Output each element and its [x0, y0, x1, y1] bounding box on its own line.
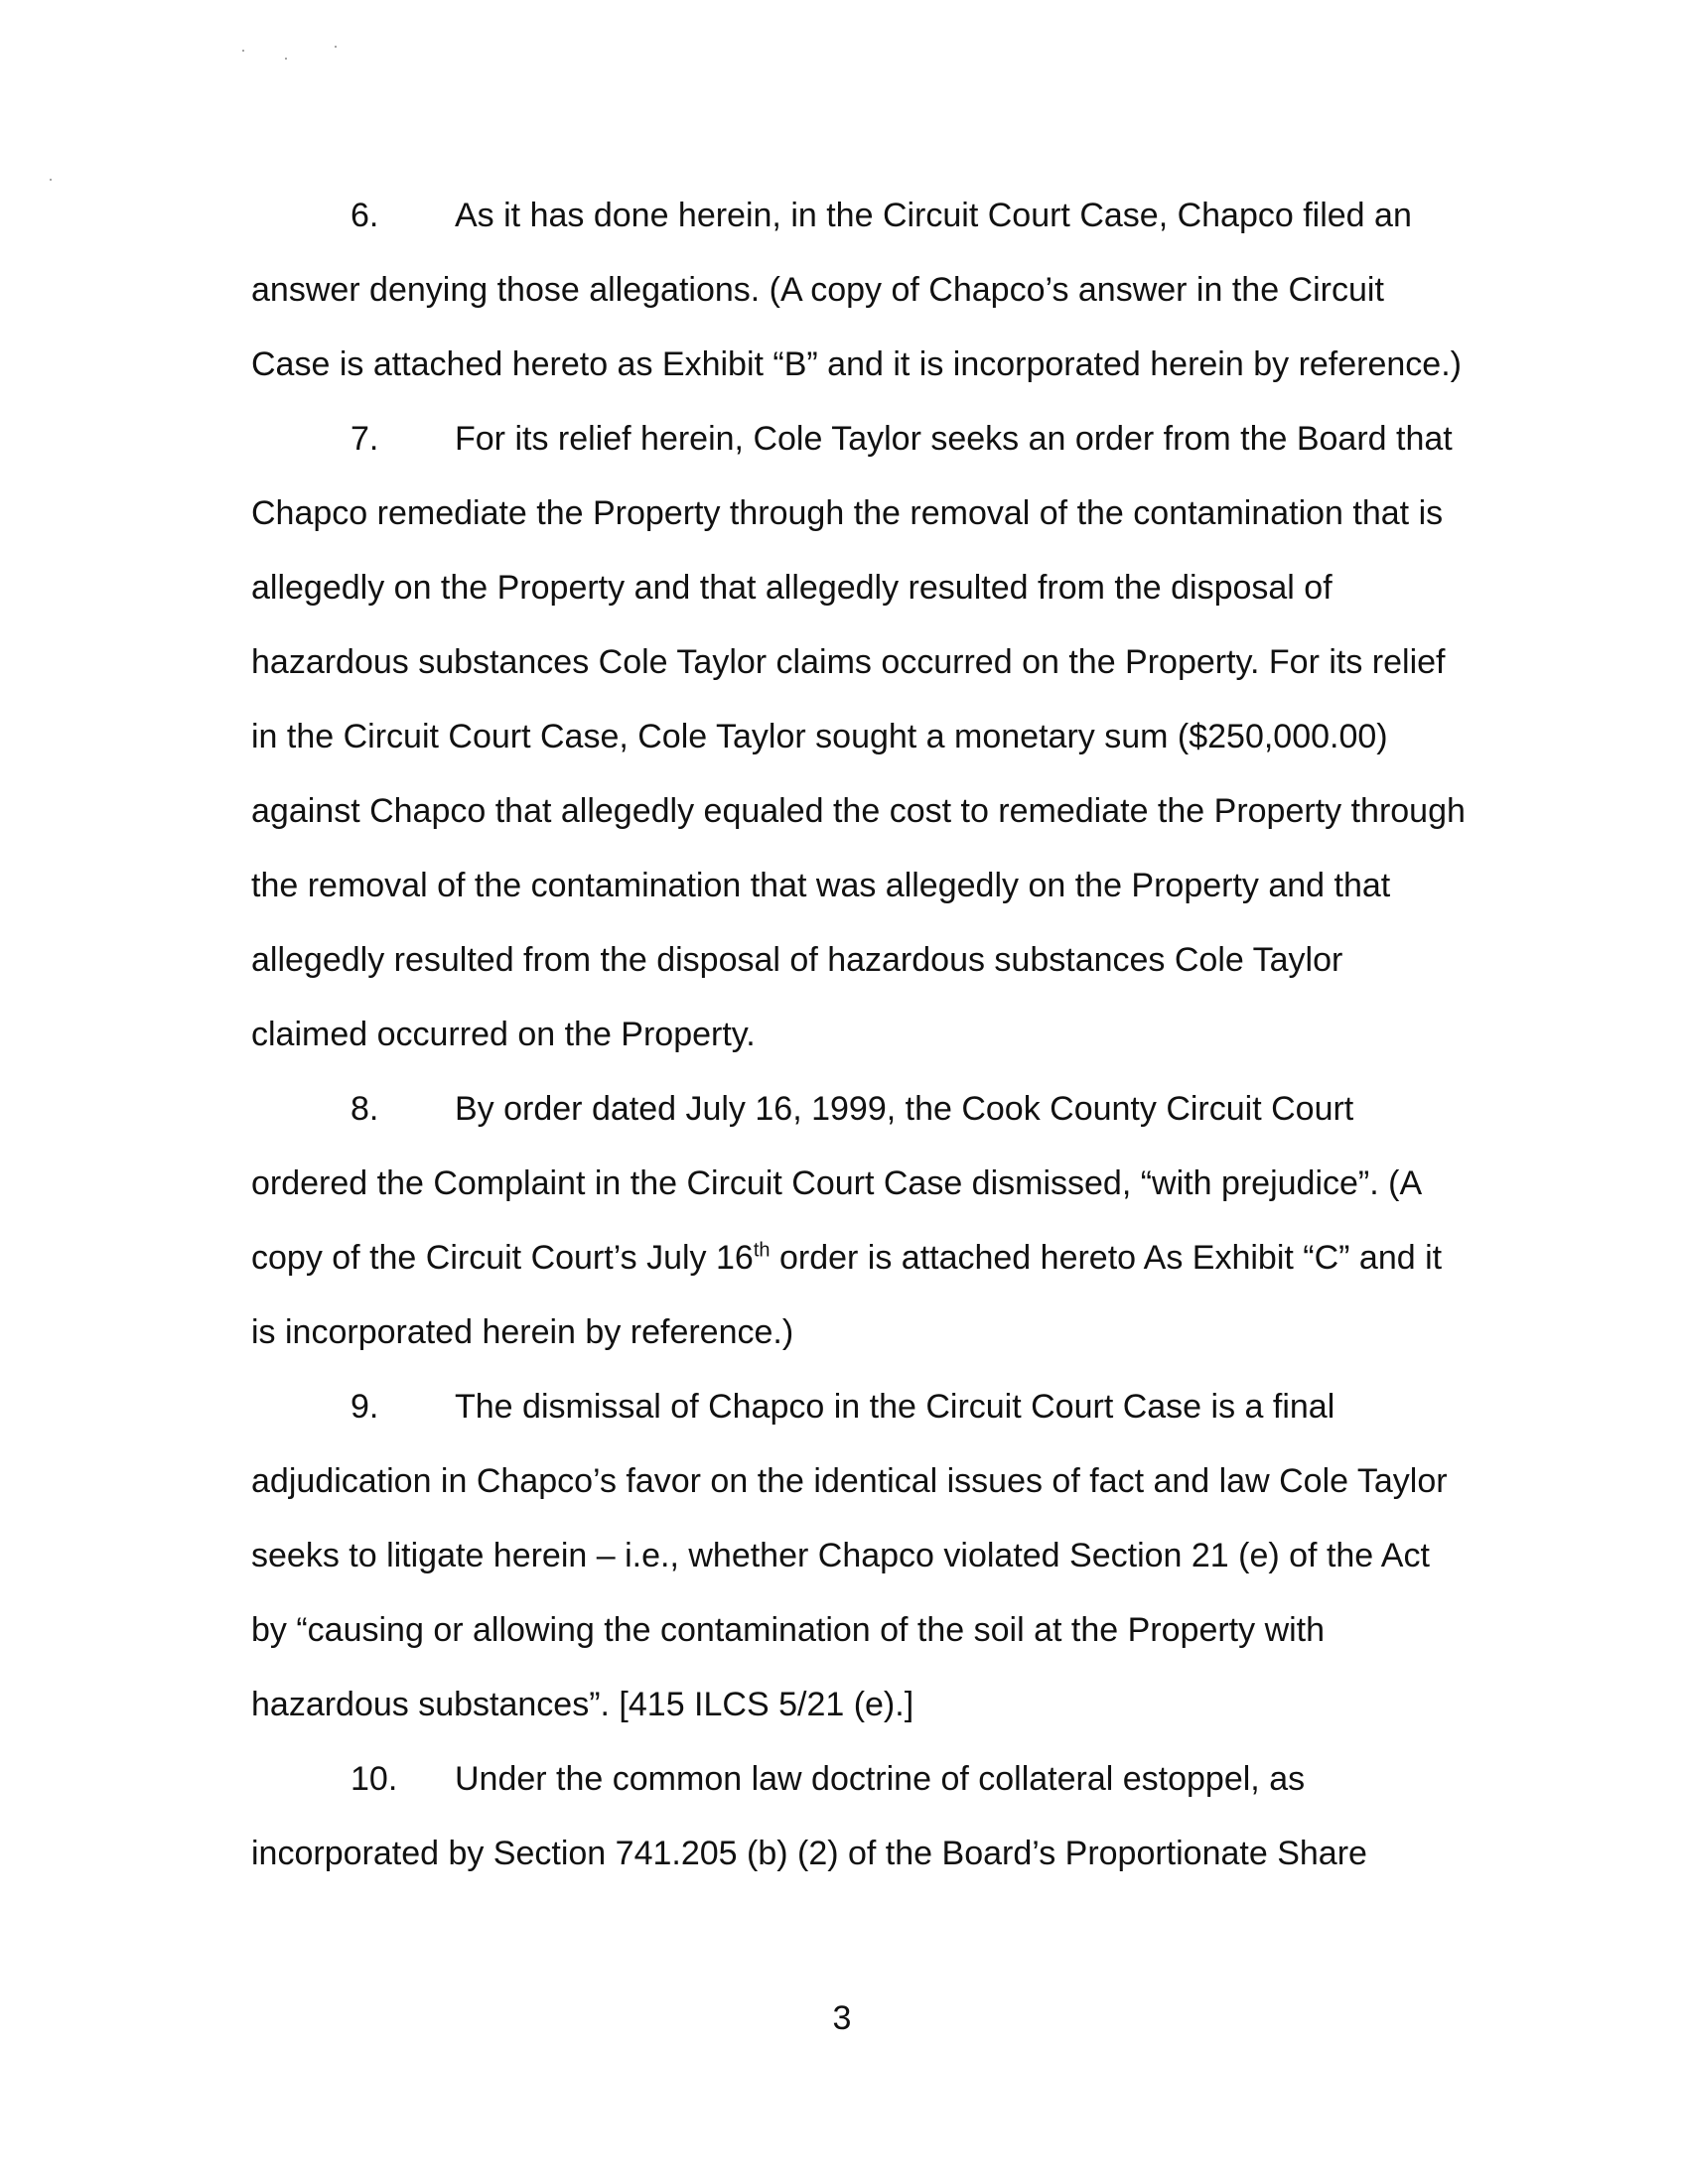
paragraph-line: by “causing or allowing the contamination of the soil at the Property with — [251, 1611, 1326, 1649]
paragraph-number: 7. — [351, 420, 379, 458]
paragraph-line: seeks to litigate herein – i.e., whether Chapco violated Section 21 (e) of the Act — [251, 1537, 1430, 1574]
paragraph-line: adjudication in Chapco’s favor on the identical issues of fact and law Cole Taylor — [251, 1462, 1448, 1500]
paragraph-text: order is attached hereto As Exhibit “C” and it — [770, 1239, 1443, 1277]
paragraph-10 — [251, 1742, 1443, 1891]
paragraph-line: is incorporated herein by reference.) — [251, 1313, 794, 1351]
paragraph-line: allegedly on the Property and that allegedly resulted from the disposal of — [251, 569, 1333, 607]
paragraph-number: 6. — [351, 197, 379, 234]
scan-speck — [242, 50, 244, 52]
paragraph-line: the removal of the contamination that was allegedly on the Property and that — [251, 867, 1391, 904]
paragraph-line — [251, 1370, 1443, 1444]
scan-speck — [285, 58, 287, 60]
paragraph-line: in the Circuit Court Case, Cole Taylor sought a monetary sum ($250,000.00) — [251, 718, 1388, 755]
paragraph-8 — [251, 1072, 1443, 1370]
paragraph-line: claimed occurred on the Property. — [251, 1016, 756, 1053]
paragraph-line: incorporated by Section 741.205 (b) (2) of the Board’s Proportionate Share — [251, 1835, 1367, 1872]
scan-speck — [335, 46, 337, 48]
paragraph-line: Chapco remediate the Property through the removal of the contamination that is — [251, 494, 1444, 532]
paragraph-number: 8. — [351, 1090, 379, 1128]
paragraph-line: answer denying those allegations. (A copy of Chapco’s answer in the Circuit — [251, 271, 1384, 309]
paragraph-line — [251, 402, 1453, 477]
paragraph-line: allegedly resulted from the disposal of hazardous substances Cole Taylor — [251, 941, 1343, 979]
paragraph-text: As it has done herein, in the Circuit Court Case, Chapco filed an — [455, 197, 1412, 234]
page-number: 3 — [832, 1999, 852, 2037]
paragraph-line — [251, 1221, 1443, 1296]
paragraph-line — [251, 1072, 1443, 1147]
ordinal-suffix: th — [753, 1239, 771, 1262]
scan-speck — [50, 179, 52, 181]
paragraph-line — [251, 179, 1443, 253]
paragraph-text: By order dated July 16, 1999, the Cook County Circuit Court — [455, 1090, 1354, 1128]
paragraph-text: For its relief herein, Cole Taylor seeks an order from the Board that — [455, 420, 1453, 458]
paragraph-number: 9. — [351, 1388, 379, 1426]
paragraph-9 — [251, 1370, 1448, 1742]
paragraph-text: copy of the Circuit Court’s July 16 — [251, 1239, 754, 1277]
paragraph-6 — [251, 179, 1462, 402]
paragraph-line: against Chapco that allegedly equaled the cost to remediate the Property through — [251, 792, 1466, 830]
paragraph-line: Case is attached hereto as Exhibit “B” and it is incorporated herein by reference.) — [251, 345, 1462, 383]
paragraph-7 — [251, 402, 1466, 1072]
paragraph-line: hazardous substances”. [415 ILCS 5/21 (e).] — [251, 1686, 914, 1723]
paragraph-line — [251, 1742, 1443, 1817]
paragraph-text: Under the common law doctrine of collateral estoppel, as — [455, 1760, 1306, 1798]
paragraph-text: The dismissal of Chapco in the Circuit Court Case is a final — [455, 1388, 1335, 1426]
paragraph-line: hazardous substances Cole Taylor claims occurred on the Property. For its relief — [251, 643, 1446, 681]
paragraph-line: ordered the Complaint in the Circuit Court Case dismissed, “with prejudice”. (A — [251, 1164, 1423, 1202]
paragraph-number: 10. — [351, 1760, 398, 1798]
